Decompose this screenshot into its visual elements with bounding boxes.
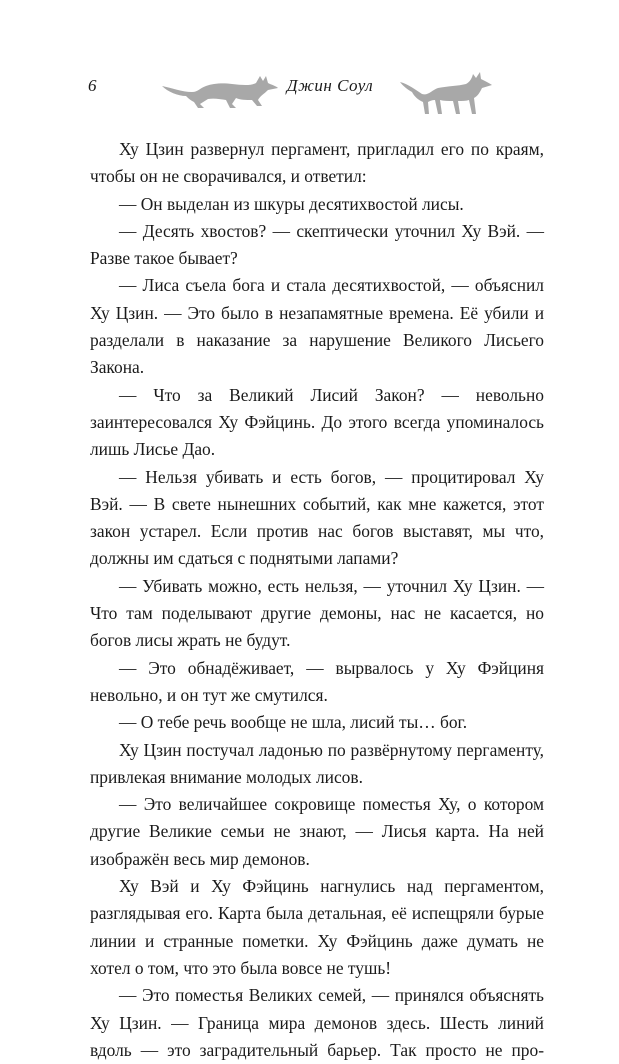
paragraph: — Лиса съела бога и стала десятихвостой, — объяснил Ху Цзин. — Это было в незапамятные времена. Её убили и разделали в наказание за нарушение Великого Лисьего Закона.: [90, 275, 544, 378]
paragraph: — Убивать можно, есть нельзя, — уточнил Ху Цзин. — Что там поделывают другие демоны, нас не касается, но богов лисы жрать не будут.: [90, 575, 544, 651]
main-text: [90, 136, 544, 1064]
page-header: [0, 0, 619, 120]
paragraph: — Нельзя убивать и есть богов, — процитировал Ху Вэй. — В свете нынешних событий, как мне кажется, этот закон устарел. Если против нас богов выставят, мы что, должны им сдаться с поднятыми лапами?: [90, 466, 544, 569]
running-fox-icon: [160, 70, 280, 110]
standing-fox-icon: [398, 68, 493, 116]
book-title: Джин Соул: [286, 76, 374, 95]
paragraph: — Что за Великий Лисий Закон? — невольно заинтересовался Ху Фэйцинь. До этого всегда упоминалось лишь Лисье Дао.: [90, 384, 544, 460]
paragraph: — О тебе речь вообще не шла, лисий ты… бог.: [119, 712, 468, 733]
paragraph: — Он выделан из шкуры десятихвостой лисы.: [119, 193, 464, 214]
paragraph: — Это поместья Великих семей, — принялся объяснять Ху Цзин. — Граница мира демонов здесь. Шесть линий вдоль — это заградительный барьер. Так просто не про-: [90, 985, 544, 1060]
paragraph: — Это обнадёживает, — вырвалось у Ху Фэйциня невольно, и он тут же смутился.: [90, 657, 544, 705]
page-number: 6: [88, 76, 97, 95]
paragraph: Ху Вэй и Ху Фэйцинь нагнулись над пергаментом, разглядывая его. Карта была детальная, её испещряли бурые линии и странные пометки. Ху Фэйцинь даже думать не хотел о том, что это была вовсе не тушь!: [90, 876, 544, 978]
paragraph: Ху Цзин развернул пергамент, пригладил его по краям, чтобы он не сворачивался, и ответил:: [90, 139, 544, 187]
paragraph: — Десять хвостов? — скептически уточнил Ху Вэй. — Разве такое бывает?: [90, 220, 544, 269]
paragraph: Ху Цзин постучал ладонью по развёрнутому пергаменту, привлекая внимание молодых лисов.: [90, 739, 544, 787]
paragraph: — Это величайшее сокровище поместья Ху, о котором другие Великие семьи не знают, — Лисья карта. На ней изображён весь мир демонов.: [90, 794, 544, 869]
